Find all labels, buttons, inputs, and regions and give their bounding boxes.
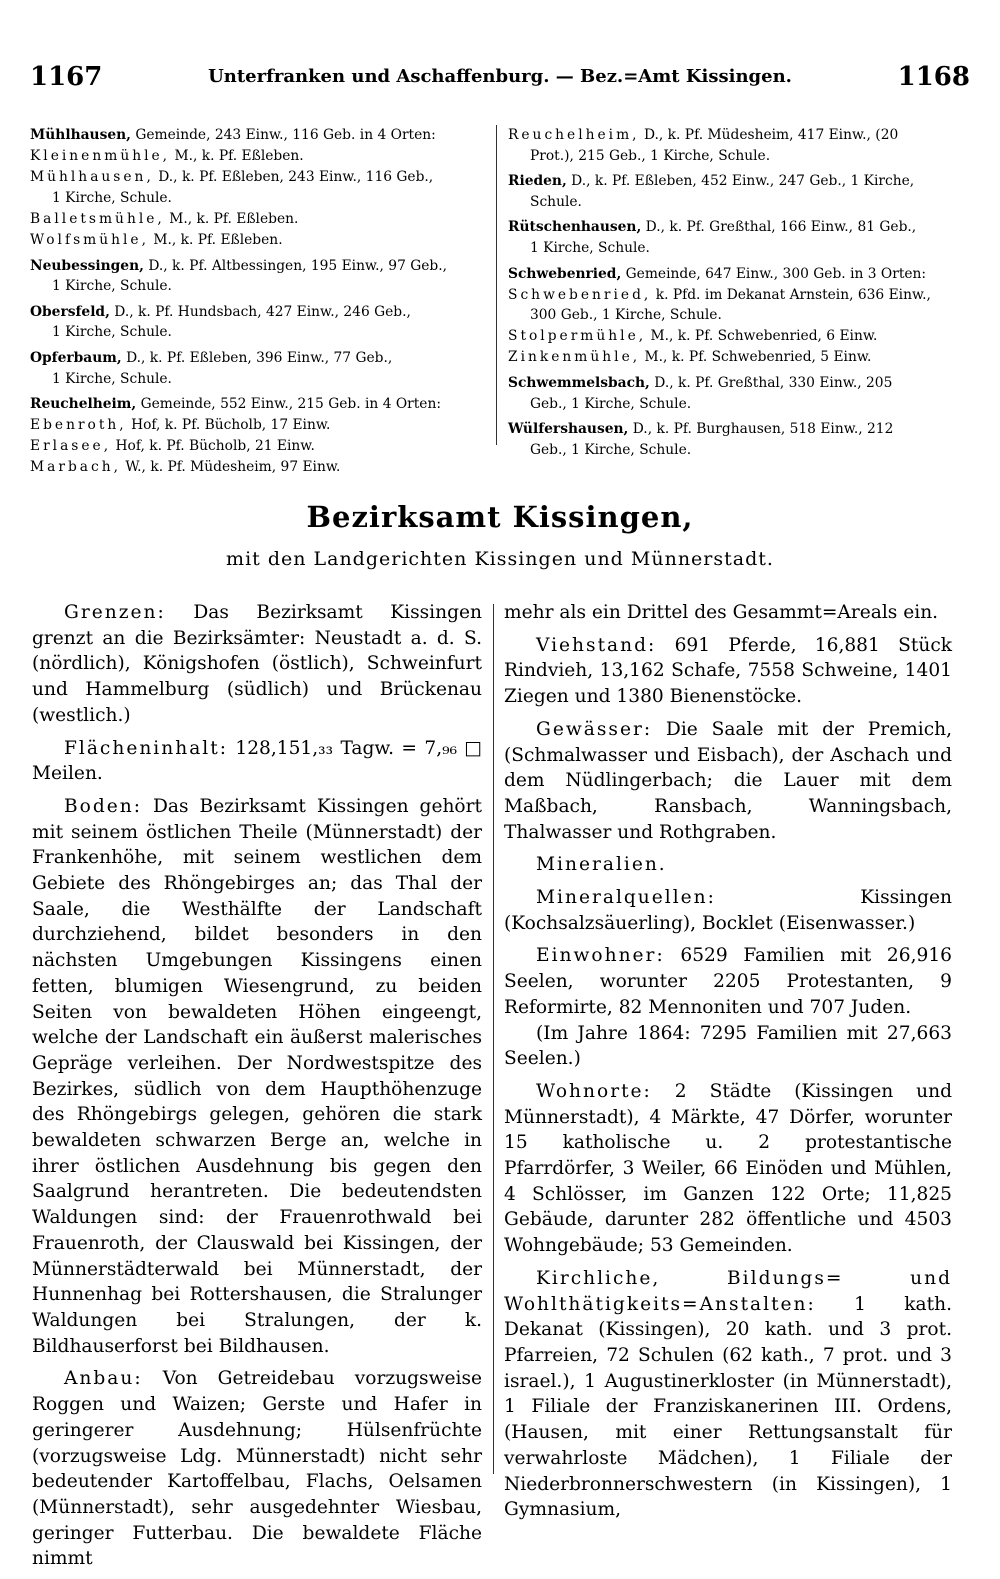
paragraph-wohnorte: Wohnorte: 2 Städte (Kissingen und Münnerstadt), 4 Märkte, 47 Dörfer, worunter 15 katholische u. 2 protestantische Pfarrdörfer, 3 Weiler, 66 Einöden und Mühlen, 4 Schlösser, im Ganzen 122 Orte; 11,825 Gebäude, darunter 282 öffentliche und 4503 Wohngebäude; 53 Gemeinden. (504, 1080, 952, 1257)
entry: Marbach, W., k. Pf. Müdesheim, 97 Einw. (30, 459, 341, 476)
paragraph-anstalten: Kirchliche, Bildungs= und Wohlthätigkeits=Anstalten: 1 kath. Dekanat (Kissingen), 20 kath. und 3 prot. Pfarreien, 72 Schulen (62 kath., 7 prot. und 3 israel.), 1 Augustinerkloster (in Münnerstadt), 1 Filiale der Franziskanerinen III. Ordens, (Hausen, mit einer Rettungsanstalt für verwahrloste Mädchen), 1 Filiale der Niederbronnerschwestern (in Kissingen), 1 Gymnasium, (504, 1267, 952, 1521)
paragraph-areal: mehr als ein Drittel des Gesammt=Areals ein. (504, 602, 939, 623)
entry: Neubessingen, D., k. Pf. Altbessingen, 195 Einw., 97 Geb., 1 Kirche, Schule. (30, 257, 448, 295)
paragraph-gewaesser: Gewässer: Die Saale mit der Premich, (Schmalwasser und Eisbach), der Aschach und dem Nüdlingerbach; die Lauer mit dem Maßbach, Ransbach, Wanningsbach, Thalwasser und Rothgraben. (504, 718, 952, 843)
upper-right-column (508, 125, 953, 461)
entry: Obersfeld, D., k. Pf. Hundsbach, 427 Einw., 246 Geb., 1 Kirche, Schule. (30, 303, 411, 341)
page-number-right: 1168 (897, 62, 970, 92)
entry: Mühlhausen, D., k. Pf. Eßleben, 243 Einw., 116 Geb., 1 Kirche, Schule. (30, 169, 434, 206)
paragraph-flaecheninhalt: Flächeninhalt: 128,151,₃₃ Tagw. = 7,₉₆ □ Meilen. (32, 737, 482, 785)
entry: Rütschenhausen, D., k. Pf. Greßthal, 166 Einw., 81 Geb., 1 Kirche, Schule. (508, 219, 917, 256)
entry: Schwebenried, Gemeinde, 647 Einw., 300 Geb. in 3 Orten: (508, 265, 927, 282)
entry: Mühlhausen, Gemeinde, 243 Einw., 116 Geb. in 4 Orten: (30, 127, 436, 143)
entry: Reuchelheim, D., k. Pf. Müdesheim, 417 Einw., (20 Prot.), 215 Geb., 1 Kirche, Schule. (508, 127, 899, 164)
body-left-column (32, 600, 482, 1579)
page-number-left: 1167 (30, 62, 103, 92)
paragraph-mineralien: Mineralien. (536, 854, 667, 876)
paragraph-grenzen: Grenzen: Das Bezirksamt Kissingen grenzt an die Bezirksämter: Neustadt a. d. S. (nördlich), Königshofen (östlich), Schweinfurt und Hammelburg (südlich) und Brückenau (westlich.) (32, 602, 482, 726)
entry: Balletsmühle, M., k. Pf. Eßleben. (30, 210, 299, 227)
entry: Schwebenried, k. Pfd. im Dekanat Arnstein, 636 Einw., 300 Geb., 1 Kirche, Schule. (508, 286, 931, 324)
paragraph-viehstand: Viehstand: 691 Pferde, 16,881 Stück Rindvieh, 13,162 Schafe, 7558 Schweine, 1401 Ziegen und 1380 Bienenstöcke. (504, 634, 953, 708)
paragraph-boden: Boden: Das Bezirksamt Kissingen gehört mit seinem östlichen Theile (Münnerstadt) der Frankenhöhe, mit seinem westlichen dem Gebiete des Rhöngebirges an; das Thal der Saale, die Westhälfte der Landschaft durchziehend, bildet besonders in den nächsten Umgebungen Kissingens einen fetten, blumigen Wiesengrund, zu beiden Seiten von bewaldeten Höhen eingeengt, welche der Landschaft ein äußerst malerisches Gepräge verleihen. Der Nordwestspitze des Bezirkes, südlich von dem Haupthöhenzuge des Rhöngebirgs gelegen, gehören die stark bewaldeten schwarzen Berge an, welche in ihrer östlichen Ausdehnung bis gegen den Saalgrund herantreten. Die bedeutendsten Waldungen sind: der Frauenrothwald bei Frauenroth, der Clauswald bei Kissingen, der Münnerstädterwald bei Münnerstadt, der Hunnenhag bei Rottershausen, die Stralunger Waldungen bei Stralungen, der k. Bildhauserforst bei Bildhausen. (32, 795, 482, 1357)
page-header (30, 62, 970, 102)
entry: Zinkenmühle, M., k. Pf. Schwebenried, 5 Einw. (508, 349, 872, 366)
entry: Wolfsmühle, M., k. Pf. Eßleben. (30, 231, 283, 248)
entry: Erlasee, Hof, k. Pf. Bücholb, 21 Einw. (30, 438, 315, 455)
upper-left-column (30, 125, 486, 479)
paragraph-einwohner: Einwohner: 6529 Familien mit 26,916 Seelen, worunter 2205 Protestanten, 9 Reformirte, 82 Mennoniten und 707 Juden. (504, 945, 952, 1018)
section-subtitle: mit den Landgerichten Kissingen und Münnerstadt. (226, 548, 774, 570)
entry: Rieden, D., k. Pf. Eßleben, 452 Einw., 247 Geb., 1 Kirche, Schule. (508, 173, 915, 210)
entry: Reuchelheim, Gemeinde, 552 Einw., 215 Geb. in 4 Orten: (30, 396, 442, 413)
entry: Opferbaum, D., k. Pf. Eßleben, 396 Einw., 77 Geb., 1 Kirche, Schule. (30, 349, 393, 387)
section-title: Bezirksamt Kissingen, (306, 500, 694, 534)
entry: Stolpermühle, M., k. Pf. Schwebenried, 6 Einw. (508, 328, 878, 345)
entry: Ebenroth, Hof, k. Pf. Bücholb, 17 Einw. (30, 417, 331, 434)
column-divider-body (493, 604, 494, 1474)
running-title: Unterfranken und Aschaffenburg. — Bez.=Amt Kissingen. (208, 66, 792, 87)
paragraph-anbau: Anbau: Von Getreidebau vorzugsweise Roggen und Waizen; Gerste und Hafer in geringerer Ausdehnung; Hülsenfrüchte (vorzugsweise Ldg. Münnerstadt) nicht sehr bedeutender Kartoffelbau, Flachs, Oelsamen (Münnerstadt), sehr ausgedehnter Wiesbau, geringer Futterbau. Die bewaldete Fläche nimmt (32, 1368, 482, 1570)
paragraph-jahr-1864: (Im Jahre 1864: 7295 Familien mit 27,663 Seelen.) (504, 1022, 952, 1070)
entry: Kleinenmühle, M., k. Pf. Eßleben. (30, 148, 304, 165)
entry: Wülfershausen, D., k. Pf. Burghausen, 518 Einw., 212 Geb., 1 Kirche, Schule. (508, 421, 894, 458)
body-right-column (504, 600, 952, 1530)
paragraph-mineralquellen: Mineralquellen: Kissingen (Kochsalzsäuerling), Bocklet (Eisenwasser.) (504, 887, 952, 934)
entry: Schwemmelsbach, D., k. Pf. Greßthal, 330 Einw., 205 Geb., 1 Kirche, Schule. (508, 375, 893, 412)
column-divider-upper (496, 125, 497, 445)
